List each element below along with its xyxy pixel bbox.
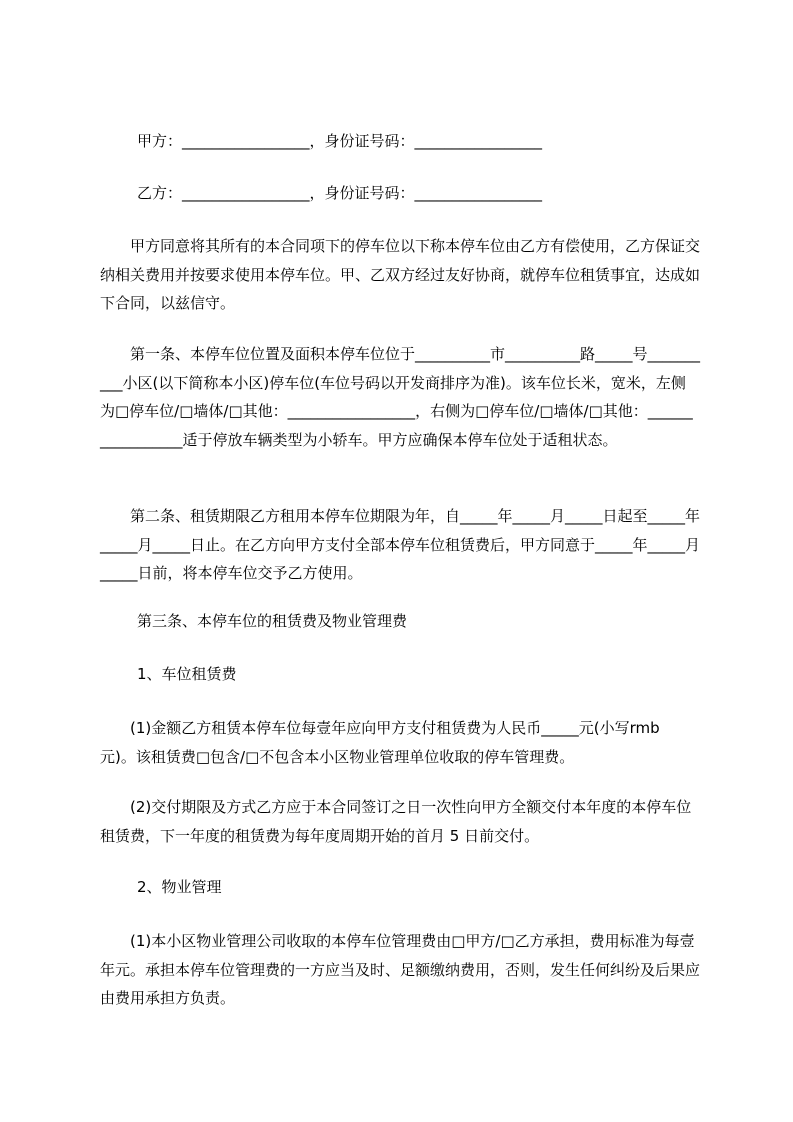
item-2-heading: 2、物业管理 bbox=[137, 878, 222, 896]
item-2-1-paragraph: (1)本小区物业管理公司收取的本停车位管理费由□甲方/□乙方承担，费用标准为每壹年元。承担本停车位管理费的一方应当及时、足额缴纳费用，否则，发生任何纠纷及后果应由费用承担方负责。 bbox=[100, 932, 701, 1007]
intro-paragraph: 甲方同意将其所有的本合同项下的停车位以下称本停车位由乙方有偿使用，乙方保证交纳相关费用并按要求使用本停车位。甲、乙双方经过友好协商，就停车位租赁事宜，达成如下合同，以兹信守。 bbox=[100, 237, 701, 312]
item-1-heading: 1、车位租赁费 bbox=[137, 665, 237, 683]
item-1-2-paragraph: (2)交付期限及方式乙方应于本合同签订之日一次性向甲方全额交付本年度的本停车位租赁费，下一年度的租赁费为每年度周期开始的首月 5 日前交付。 bbox=[100, 798, 692, 845]
item-1-1-paragraph: (1)金额乙方租赁本停车位每壹年应向甲方支付租赁费为人民币_____元(小写rmb 元)。该租赁费□包含/□不包含本小区物业管理单位收取的停车管理费。 bbox=[100, 719, 665, 766]
party-b-line: 乙方：_________________，身份证号码：_________________ bbox=[137, 184, 543, 202]
party-a-line: 甲方：_________________，身份证号码：_________________ bbox=[137, 132, 543, 150]
article-1-paragraph: 第一条、本停车位位置及面积本停车位位于__________市__________路_____号__________小区(以下简称本小区)停车位(车位号码以开发商排序为准)。该车位长米，宽米，左侧为□停车位/□墙体/□其他：_________________，右侧为□停车位/□墙体/□其他：_________________适于停放车辆类型为小轿车。甲方应确保本停车位处于适租状态。 bbox=[100, 345, 701, 449]
article-3-heading: 第三条、本停车位的租赁费及物业管理费 bbox=[137, 612, 408, 630]
article-2-paragraph: 第二条、租赁期限乙方租用本停车位期限为年，自_____年_____月_____日起至_____年_____月_____日止。在乙方向甲方支付全部本停车位租赁费后，甲方同意于_____年_____月_____日前，将本停车位交予乙方使用。 bbox=[100, 507, 701, 582]
